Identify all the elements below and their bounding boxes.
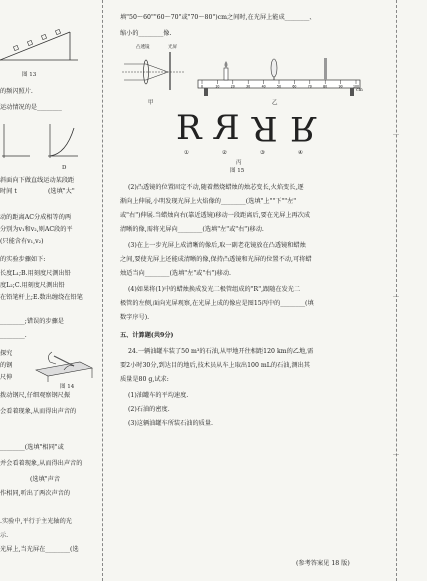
figure-14-caption: 图 14 [60, 384, 75, 390]
text-line: 并会看着现象,从而得出声音的 [0, 460, 83, 467]
text-line: 拨动钢尺,仔细观察钢尺振 [0, 392, 71, 399]
image-option-1: R [176, 108, 202, 148]
fig-c-label: 丙 [236, 160, 242, 166]
image-option-3: R [252, 108, 278, 148]
ruler-tick-label: 70 [307, 84, 312, 89]
figure-15-a-setup [118, 42, 188, 94]
ruler-tick-label: 20 [230, 84, 235, 89]
side-mark: … [393, 450, 399, 457]
text-line: 要2小时30分,到达目的地后,技术员从车上取出100 mL的石油,测出其 [120, 362, 310, 369]
ruler-tick-label: 50 [276, 84, 282, 89]
text-line: 的实验步骤如下: [0, 256, 46, 263]
image-number: ③ [260, 150, 265, 156]
text-line: 的钢 [0, 362, 13, 369]
side-mark: … [393, 130, 399, 137]
lens-label: 凸透镜 [136, 45, 150, 50]
text-line: (2)凸透镜的位置固定不动,随着燃烧蜡烛的烛芯变长,火焰变长,逐 [128, 184, 304, 191]
text-line: .实验中,平行于主光轴的光 [0, 518, 72, 525]
figure-15-caption: 图 15 [230, 168, 245, 174]
text-line: (选填"声音 [30, 476, 61, 483]
ruler-tick-label: 60 [292, 84, 297, 89]
text-line: 渐向上伸展,小明发现光屏上火焰像的________(选填"上""下""左" [120, 198, 297, 205]
text-line: ________(选填"相同"或 [0, 444, 64, 451]
text-line: 在铅笔杆上;E.数出缠绕在铅笔 [0, 294, 83, 301]
text-line: 尺伸 [0, 374, 13, 381]
text-line: 示. [0, 532, 9, 539]
ruler-unit: cm [356, 88, 363, 93]
figure-15-b-bench [194, 58, 364, 98]
motion-graphs [0, 118, 80, 164]
text-line: 作相同,听出了两次声音的 [0, 490, 71, 497]
text-line: 24.一辆油罐车装了50 m³的石油,从甲地开往相距120 km的乙地,需 [128, 348, 314, 355]
fig-b-label: 乙 [272, 100, 278, 106]
text-line: 数字序号). [120, 314, 150, 321]
figure-14-steel-ruler [34, 348, 94, 382]
section-heading: 五、计算题(共9分) [120, 332, 174, 339]
text-line: (1)油罐车的平均速度. [128, 392, 189, 399]
text-line: 时间 t [0, 188, 17, 195]
text-line: 分别为v₁和v₂,则AC段的平 [0, 226, 73, 233]
text-line: 缩小的________像. [120, 30, 172, 37]
ruler-tick-label: 30 [246, 84, 251, 89]
text-line: 之间,要使光屏上还能成清晰的像,保持凸透镜和光屏的位置不动,可将蜡 [120, 256, 312, 263]
ruler-tick-label: 40 [261, 84, 266, 89]
fig-a-label: 甲 [148, 100, 154, 106]
ruler-tick-label: 10 [215, 84, 220, 89]
ruler-tick-label: 100 [352, 84, 360, 89]
image-option-2: R [214, 108, 240, 148]
screen-label: 光屏 [168, 45, 177, 50]
text-line: 度L₂;C.用刻度尺测出铅 [0, 282, 65, 289]
image-number: ① [184, 150, 189, 156]
ruler-tick-label: 90 [338, 84, 343, 89]
text-line: ________. [0, 332, 27, 339]
text-line: ________;错误的步骤是 [0, 318, 64, 325]
text-line: 清晰的像,需将光屏向________(选填"左"或"右")移动. [120, 226, 264, 233]
text-line: 或"右")伸展.当蜡烛向右(靠近透镜)移动一段距离后,要在光屏上再次成 [120, 212, 311, 219]
side-mark: … [393, 292, 399, 299]
text-line: 光屏上,当光屏在________(选 [0, 546, 79, 553]
text-line: (3)这辆油罐车所装石油的质量. [128, 420, 213, 427]
text-line: 会看着现象,从而得出声音的 [0, 408, 77, 415]
text-line: 质量是80 g,试求: [120, 376, 169, 383]
figure-13-caption: 图 13 [22, 72, 37, 78]
text-line: 斜面向下做直线运动某段距 [0, 177, 75, 184]
text-line: (只能含有v₁,v₂) [0, 238, 44, 245]
figure-13-ramp [0, 20, 80, 68]
ruler-tick-label: 0 [200, 84, 204, 89]
text-line: 探究 [0, 350, 13, 357]
column-divider [102, 0, 103, 581]
text-line: 极管的左侧,面向光屏观察,在光屏上成的像应是图15丙中的________(填 [120, 300, 314, 307]
text-line: (2)石油的密度. [128, 406, 170, 413]
image-number: ② [222, 150, 227, 156]
text-line: 动的距离AC分成相等的两 [0, 214, 72, 221]
text-line: 长度L₁;B.用刻度尺测出铅 [0, 270, 71, 277]
image-option-4: R [290, 108, 316, 148]
binding-line [396, 0, 397, 581]
image-number: ④ [298, 150, 303, 156]
text-line: (3)在上一步光屏上成清晰的像后,取一副老花镜放在凸透镜和蜡烛 [128, 242, 306, 249]
text-line: 的频闪照片. [0, 88, 33, 95]
text-line: 填"50～60""60～70"或"70～80")cm之间时,在光屏上能成________、 [120, 14, 316, 21]
answer-reference: (参考答案见 18 版) [296, 560, 350, 567]
text-line: 运动情况的是________ [0, 104, 62, 111]
ruler-tick-label: 80 [323, 84, 328, 89]
text-line: (选填"大" [48, 188, 75, 195]
text-line: (4)如果将(1)中的蜡烛换成发光二极管组成的"R",跟随在发光二 [128, 286, 301, 293]
text-line: 烛适当向________(选填"左"或"右")移动. [120, 270, 231, 277]
graph-d-label: D [62, 165, 67, 171]
